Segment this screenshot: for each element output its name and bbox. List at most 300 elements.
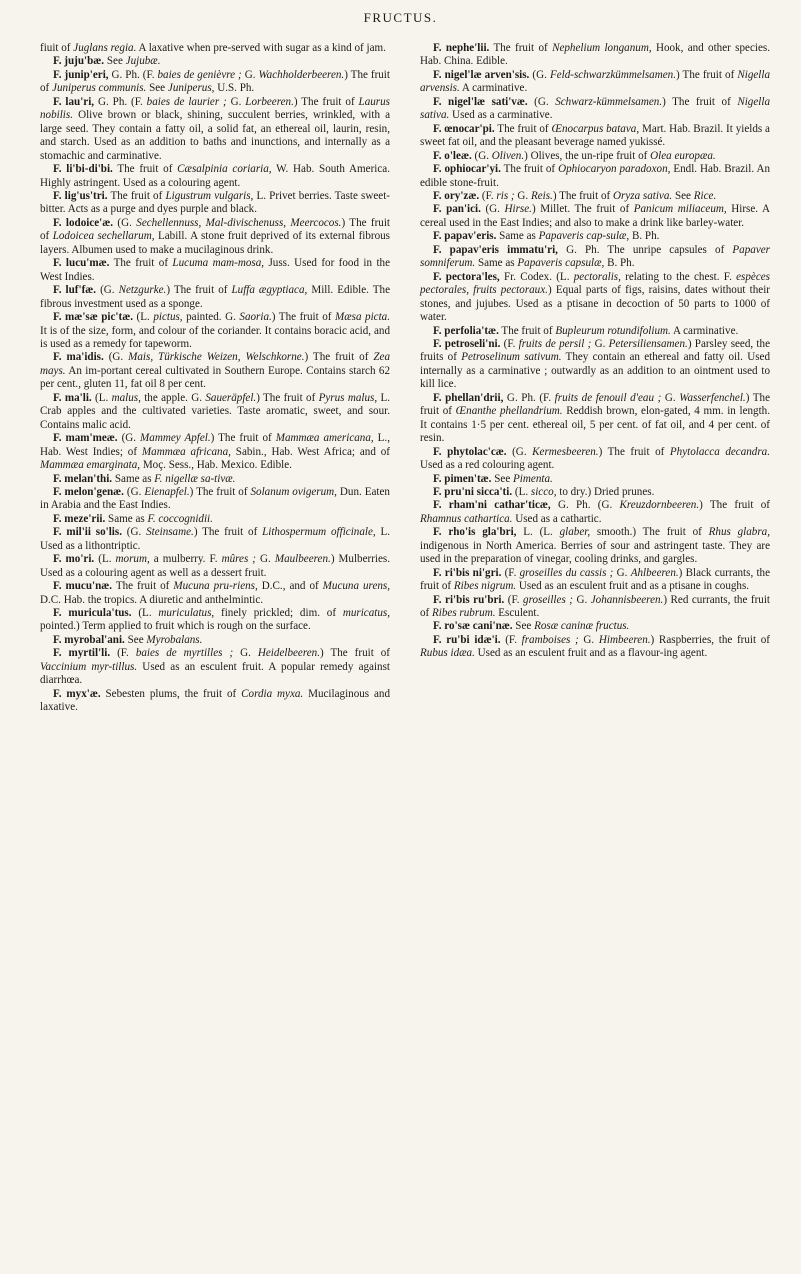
italic-term: Hirse. <box>504 203 532 216</box>
definition-text: painted. G. <box>182 311 240 324</box>
italic-term: Lorbeeren. <box>245 95 294 108</box>
italic-term: framboises ; <box>521 633 579 646</box>
italic-term: Cordia myxa. <box>241 687 304 700</box>
entry-headword: F. lucu'mæ. <box>53 257 110 270</box>
dictionary-entry <box>420 271 770 325</box>
dictionary-entry <box>420 230 770 243</box>
definition-text: ) The fruit of <box>293 95 359 108</box>
dictionary-entry <box>40 634 390 647</box>
dictionary-entry <box>420 620 770 633</box>
definition-text: to dry.) Dried prunes. <box>556 485 655 498</box>
italic-term: pectoralis, <box>573 270 621 283</box>
italic-term: Mammæa africana, <box>141 445 231 458</box>
italic-term: Mais, Türkische Weizen, Welschkorne. <box>128 351 305 364</box>
dictionary-entry <box>40 688 390 715</box>
entry-headword: F. nigel'læ arven'sis. <box>433 68 530 81</box>
italic-term: Sechellennuss, Mal-divischenuss, Meercocos. <box>136 216 342 229</box>
italic-term: Zea mays. <box>40 351 390 377</box>
italic-term: F. nigellæ sa-tivæ. <box>154 472 236 485</box>
entry-headword: F. pru'ni sicca'ti. <box>433 485 513 498</box>
dictionary-entry <box>40 69 390 96</box>
italic-term: groseilles ; <box>523 593 573 606</box>
entry-headword: F. œnocar'pi. <box>433 122 495 135</box>
dictionary-entry <box>40 473 390 486</box>
definition-text: ) The fruit of <box>552 189 614 202</box>
italic-term: groseilles du cassis ; <box>519 566 614 579</box>
italic-term: Mæsa picta. <box>335 311 390 324</box>
dictionary-entry <box>40 42 390 55</box>
italic-term: Netzgurke. <box>118 284 167 297</box>
definition-text: (G. <box>123 485 145 498</box>
entry-headword: F. juju'bæ. <box>53 55 105 68</box>
definition-text: A carminative. <box>670 324 739 337</box>
italic-term: Wachholderbeeren. <box>258 68 345 81</box>
definition-text: B. Ph. <box>604 257 635 270</box>
italic-term: Maulbeeren. <box>274 553 331 566</box>
dictionary-entry <box>420 150 770 163</box>
italic-term: Oliven. <box>491 149 525 162</box>
definition-text: ) Black currants, the fruit of <box>420 566 771 593</box>
definition-text: (L. <box>133 311 154 324</box>
dictionary-entry <box>40 311 390 351</box>
entry-headword: F. nigel'læ sati'væ. <box>433 95 528 108</box>
dictionary-entry <box>40 163 390 190</box>
italic-term: Ribes rubrum. <box>432 607 496 620</box>
definition-text: ) The fruit of <box>189 485 251 498</box>
definition-text: Reddish brown, elon-gated, 4 mm. in length. It contains 1·5 per cent. ethereal oil, 5 per cent. of fat oil, and 4 per cent. of resin. <box>420 405 770 445</box>
definition-text: (L. <box>131 607 159 620</box>
italic-term: malus, <box>111 391 141 404</box>
italic-term: Nigella arvensis. <box>420 68 771 95</box>
dictionary-entry <box>420 486 770 499</box>
dictionary-entry <box>40 257 390 284</box>
definition-text: U.S. Ph. <box>214 82 255 95</box>
italic-term: Rosæ caninæ fructus. <box>534 620 630 633</box>
entry-headword: F. ophiocar'yi. <box>433 163 501 176</box>
definition-text: Used as an esculent fruit and as a ptisane in coughs. <box>516 580 750 593</box>
dictionary-entry <box>40 392 390 432</box>
definition-text: An im-portant cereal cultivated in Southern Europe. Contains starch 62 per cent., gluten 11, fat oil 8 per cent. <box>40 364 390 391</box>
italic-term: Mammæa emarginata, <box>40 459 141 472</box>
entry-headword: F. myrobal'ani. <box>53 633 125 646</box>
dictionary-entry <box>420 190 770 203</box>
entry-headword: F. ri'bis ni'gri. <box>433 566 502 579</box>
italic-term: morum, <box>115 553 150 566</box>
italic-term: Feld-schwarzkümmelsamen. <box>549 68 676 81</box>
entry-headword: F. ro'sæ cani'næ. <box>433 620 513 633</box>
entry-headword: F. pimen'tæ. <box>433 472 492 485</box>
definition-text: The fruit of <box>489 42 553 54</box>
definition-text: ) Red currants, the fruit of <box>420 593 770 620</box>
italic-term: Papaveris capsulæ, <box>517 257 605 270</box>
dictionary-entry <box>420 473 770 486</box>
italic-term: sicco, <box>530 485 557 498</box>
definition-text: L. Crab apples and the cultivated varieties. Taste aromatic, sweet, and sour. Contains malic acid. <box>40 391 390 431</box>
definition-text: A carminative. <box>459 82 528 95</box>
italic-term: glaber, <box>559 526 591 539</box>
dictionary-entry <box>40 607 390 634</box>
definition-text: See <box>124 633 147 646</box>
italic-term: Reis. <box>530 189 553 202</box>
definition-text: See <box>104 55 126 68</box>
definition-text: ) Equal parts of figs, raisins, dates without their stones, and jujubes. Used as a ptisane in decoction of 50 parts to 1000 of water. <box>420 284 771 324</box>
entry-headword: F. nephe'lii. <box>433 42 490 54</box>
definition-text: Used as a carminative. <box>449 109 553 122</box>
italic-term: Rhamnus cathartica. <box>420 512 513 525</box>
definition-text: (G. <box>121 526 147 539</box>
entry-headword: F. ru'bi idæ'i. <box>433 633 501 646</box>
dictionary-entry <box>420 42 770 69</box>
entry-headword: F. mil'ii so'lis. <box>53 526 122 539</box>
italic-term: muricatus, <box>342 607 390 620</box>
entry-headword: F. lau'ri, <box>53 95 95 108</box>
italic-term: baies de myrtilles ; <box>135 647 234 660</box>
entry-headword: F. papav'eris immatu'ri, <box>433 243 558 256</box>
definition-text: Sebesten plums, the fruit of <box>100 687 242 700</box>
definition-text: Sabin., Hab. West Africa; and of <box>230 445 390 458</box>
italic-term: Kermesbeeren. <box>532 445 599 458</box>
italic-term: Bupleurum rotundifolium. <box>555 324 671 337</box>
definition-text: (G. <box>117 432 141 445</box>
italic-term: Petersiliensamen. <box>608 337 688 350</box>
italic-term: Lodoicea sechellarum, <box>52 230 155 243</box>
definition-text: See <box>146 82 168 95</box>
italic-term: Pimenta. <box>513 472 553 485</box>
definition-text: ) Raspberries, the fruit of <box>650 633 771 646</box>
entry-headword: F. mo'ri. <box>53 553 95 566</box>
definition-text: indigenous in North America. Berries of sour and astringent taste. They are used in the preparation of vinegar, cooling drinks, and gargles. <box>420 539 770 566</box>
dictionary-entry <box>40 526 390 553</box>
dictionary-entry <box>40 351 390 391</box>
italic-term: Oryza sativa. <box>613 189 673 202</box>
definition-text: (F. <box>110 647 136 660</box>
definition-text: Mucilaginous and laxative. <box>40 687 391 714</box>
definition-text: It is of the size, form, and colour of the coriander. It contains boracic acid, and is used as a remedy for tapeworm. <box>40 324 390 350</box>
italic-term: Mammæa americana, <box>275 432 374 445</box>
definition-text: smooth.) The fruit of <box>590 526 709 539</box>
definition-text: D.C., and of <box>257 580 323 593</box>
entry-headword: F. li'bi-di'bi. <box>53 163 113 176</box>
italic-term: Lucuma mam-mosa, <box>172 257 265 270</box>
definition-text: Mill. Edible. The fibrous investment used as a sponge. <box>40 284 391 310</box>
dictionary-entry <box>420 526 770 566</box>
definition-text: G. Ph. The unripe capsules of <box>557 243 733 256</box>
italic-term: Œnanthe phellandrium. <box>455 405 563 418</box>
entry-headword: F. mam'meæ. <box>53 432 118 445</box>
italic-term: Luffa ægyptiaca, <box>231 284 308 297</box>
dictionary-entry <box>420 244 770 271</box>
dictionary-entry <box>40 284 390 311</box>
italic-term: muriculatus, <box>158 607 215 620</box>
dictionary-entry <box>420 69 770 96</box>
italic-term: Laurus nobilis. <box>40 95 390 122</box>
dictionary-entry <box>40 553 390 580</box>
definition-text: The fruit of <box>112 163 178 176</box>
definition-text: G. Ph. (F. <box>94 95 147 108</box>
definition-text: G. Ph. (G. <box>550 499 620 512</box>
definition-text: Same as <box>475 257 518 270</box>
definition-text: Fr. Codex. (L. <box>499 270 574 283</box>
definition-text: (G. <box>96 284 119 297</box>
italic-term: Mucuna urens, <box>322 580 391 593</box>
entry-headword: F. lodoice'æ. <box>53 216 114 229</box>
italic-term: Juglans regia. <box>73 42 137 54</box>
entry-headword: F. mæ'sæ pic'tæ. <box>53 311 133 324</box>
definition-text: (F. <box>501 566 520 579</box>
entry-headword: F. ma'li. <box>53 391 92 404</box>
definition-text: G. Ph. (F. <box>503 391 555 404</box>
entry-headword: F. muricula'tus. <box>53 607 132 620</box>
definition-text: L. Privet berries. Taste sweet-bitter. Acts as a purge and dyes purple and black. <box>40 189 390 216</box>
entry-headword: F. melan'thi. <box>53 472 113 485</box>
entry-headword: F. luf'fæ. <box>53 284 97 297</box>
definition-text: ) Mulberries. Used as a colouring agent as well as a dessert fruit. <box>40 553 390 579</box>
entry-headword: F. ma'idis. <box>53 351 104 364</box>
italic-term: Mucuna pru-riens, <box>173 580 258 593</box>
entry-headword: F. myrtil'li. <box>53 647 111 660</box>
definition-text: The fruit of <box>498 324 556 337</box>
definition-text: Same as <box>496 230 539 243</box>
dictionary-entry <box>420 392 770 446</box>
definition-text: (G. <box>113 216 137 229</box>
definition-text: A laxative when pre-served with sugar as a kind of jam. <box>136 42 386 54</box>
entry-headword: F. petroseli'ni. <box>433 337 501 350</box>
page-header: FRUCTUS. <box>363 10 438 25</box>
italic-term: Vaccinium myr-tillus. <box>40 660 138 673</box>
definition-text: See <box>491 472 514 485</box>
definition-text: D.C. Hab. the tropics. A diuretic and anthelmintic. <box>40 593 264 606</box>
definition-text: They contain an ethereal and fatty oil. Used internally as a carminative ; outwardly as an addition to an ointment used to kill lice. <box>420 351 770 391</box>
italic-term: Kreuzdornbeeren. <box>619 499 700 512</box>
entry-headword: F. rho'is gla'bri, <box>433 526 517 539</box>
dictionary-entry <box>40 217 390 257</box>
dictionary-entry <box>420 203 770 230</box>
definition-text: ) The fruit of <box>271 311 335 324</box>
italic-term: Juniperus, <box>167 82 215 95</box>
italic-term: Saoria. <box>239 311 272 324</box>
definition-text: W. Hab. South America. Highly astringent. Used as a colouring agent. <box>40 163 391 189</box>
definition-text: ) The fruit of <box>662 95 738 108</box>
definition-text: Moç. Sess., Hab. Mexico. Edible. <box>140 459 292 472</box>
entry-headword: F. mucu'næ. <box>53 580 113 593</box>
italic-term: Ribes nigrum. <box>453 580 517 593</box>
definition-text: G. <box>613 566 631 579</box>
italic-term: Panicum miliaceum, <box>633 203 727 216</box>
definition-text: G. <box>514 189 531 202</box>
definition-text: G. Ph. (F. <box>108 68 158 81</box>
italic-term: baies de laurier ; <box>146 95 227 108</box>
italic-term: Ahlbeeren. <box>630 566 679 579</box>
definition-text: (F. <box>500 337 519 350</box>
definition-text: Juss. Used for food in the West Indies. <box>40 257 391 283</box>
entry-headword: F. rham'ni cathar'ticæ, <box>433 499 551 512</box>
italic-term: fruits de persil ; <box>518 337 592 350</box>
definition-text: (L. <box>91 391 112 404</box>
definition-text: ) The fruit of <box>166 284 232 297</box>
italic-term: Myrobalans. <box>146 633 203 646</box>
dictionary-entry <box>40 190 390 217</box>
definition-text: ) The fruit of <box>193 526 263 539</box>
definition-text: ) The fruit of <box>598 445 670 458</box>
definition-text: Used as a cathartic. <box>512 512 602 525</box>
definition-text: Hook, and other species. Hab. China. Edible. <box>420 42 770 68</box>
italic-term: Mammey Apfel. <box>140 432 211 445</box>
italic-term: espèces pectorales, fruits pectoraux. <box>420 270 770 297</box>
dictionary-entry <box>40 580 390 607</box>
italic-term: baies de genièvre ; <box>157 68 242 81</box>
italic-term: Schwarz-kümmelsamen. <box>555 95 663 108</box>
definition-text: (G. <box>529 68 550 81</box>
italic-term: Rhus glabra, <box>708 526 770 539</box>
italic-term: Papaveris cap-sulæ, <box>538 230 630 243</box>
definition-text: (F. <box>504 593 524 606</box>
italic-term: Petroselinum sativum. <box>461 351 562 364</box>
definition-text: a mulberry. F. <box>149 553 222 566</box>
definition-text: See <box>672 189 694 202</box>
definition-text: (F. <box>479 189 497 202</box>
dictionary-entry <box>420 594 770 621</box>
italic-term: Œnocarpus batava, <box>551 122 640 135</box>
definition-text: Used as a red colouring agent. <box>420 459 555 472</box>
definition-text: (G. <box>471 149 492 162</box>
dictionary-entry <box>420 499 770 526</box>
definition-text: (G. <box>103 351 129 364</box>
definition-text: Mart. Hab. Brazil. It yields a sweet fat oil, and the pleasant beverage named yukissé. <box>420 122 770 149</box>
definition-text: The fruit of <box>494 122 552 135</box>
definition-text: G. <box>591 337 609 350</box>
dictionary-entry <box>420 96 770 123</box>
italic-term: pictus, <box>153 311 183 324</box>
entry-headword: F. pectora'les, <box>433 270 500 283</box>
italic-term: Pyrus malus, <box>318 391 378 404</box>
italic-term: Saueräpfel. <box>205 391 257 404</box>
italic-term: Cæsalpinia coriaria, <box>177 163 272 176</box>
definition-text: pointed.) Term applied to fruit which is rough on the surface. <box>40 620 311 633</box>
italic-term: Solanum ovigerum, <box>250 485 337 498</box>
definition-text: See <box>512 620 535 633</box>
definition-text: ) The fruit of <box>40 216 391 243</box>
definition-text: G. <box>578 633 599 646</box>
definition-text: fiuit of <box>40 42 74 54</box>
dictionary-entry <box>420 634 770 661</box>
definition-text: G. <box>256 553 275 566</box>
definition-text: Labill. A stone fruit deprived of its external fibrous layers. Albumen used to make a mucilaginous drink. <box>40 230 390 256</box>
italic-term: Juniperus communis. <box>52 82 147 95</box>
italic-term: Wasserfenchel. <box>679 391 746 404</box>
definition-text: ) The fruit of <box>320 647 390 660</box>
italic-term: Ophiocaryon paradoxon, <box>558 163 671 176</box>
definition-text: Same as <box>112 472 155 485</box>
definition-text: relating to the chest. F. <box>620 270 737 283</box>
definition-text: ) The fruit of <box>675 68 738 81</box>
dictionary-entry <box>40 647 390 687</box>
italic-term: ris ; <box>496 189 515 202</box>
dictionary-entry <box>40 55 390 68</box>
entry-headword: F. ory'zæ. <box>433 189 480 202</box>
dictionary-entry <box>40 432 390 472</box>
italic-term: mûres ; <box>221 553 256 566</box>
definition-text: (L. <box>512 485 531 498</box>
definition-text: (F. <box>500 633 522 646</box>
dictionary-entry <box>40 96 390 163</box>
definition-text: the apple. G. <box>140 391 206 404</box>
definition-text: Hirse. A cereal used in the East Indies; and also to make a drink like barley-water. <box>420 203 770 229</box>
definition-text: Used as an esculent fruit. A popular remedy against diarrhœa. <box>40 660 390 687</box>
dictionary-entry <box>40 486 390 513</box>
italic-term: Johannisbeeren. <box>590 593 664 606</box>
dictionary-entry <box>420 325 770 338</box>
definition-text: (L. <box>94 553 116 566</box>
definition-text: ) The fruit of <box>420 391 770 418</box>
definition-text: The fruit of <box>107 189 166 202</box>
definition-text: ) Millet. The fruit of <box>531 203 634 216</box>
entry-headword: F. ri'bis ru'bri. <box>433 593 505 606</box>
definition-text: ) Parsley seed, the fruits of <box>420 337 770 364</box>
entry-headword: F. papav'eris. <box>433 230 497 243</box>
entry-headword: F. lig'us'tri. <box>53 189 108 202</box>
definition-text: (G. <box>506 445 533 458</box>
dictionary-entry <box>40 513 390 526</box>
italic-term: Ligustrum vulgaris, <box>165 189 254 202</box>
definition-text: ) Olives, the un-ripe fruit of <box>524 149 651 162</box>
italic-term: Eienapfel. <box>144 485 190 498</box>
definition-text: G. <box>226 95 246 108</box>
italic-term: Papaver somniferum. <box>420 243 770 270</box>
entry-headword: F. o'leæ. <box>433 149 472 162</box>
italic-term: Phytolacca decandra. <box>669 445 770 458</box>
definition-text: G. <box>241 68 259 81</box>
definition-text: B. Ph. <box>629 230 660 243</box>
entry-headword: F. junip'eri, <box>53 68 109 81</box>
dictionary-entry <box>420 338 770 392</box>
definition-text: ) The fruit of <box>304 351 374 364</box>
dictionary-entry <box>420 567 770 594</box>
definition-text: ) The fruit of <box>40 68 390 95</box>
definition-text: Olive brown or black, shining, succulent berries, wrinkled, with a large seed. They contain a fatty oil, a solid fat, an ethereal oil, laurin, resin, and starch. Used as an addition to baths and inunctions, and internally as a stomachic and carminative. <box>40 109 390 162</box>
italic-term: Olea europæa. <box>650 149 716 162</box>
italic-term: Nigella sativa. <box>420 95 770 122</box>
definition-text: ) The fruit of <box>256 391 319 404</box>
definition-text: G. <box>661 391 680 404</box>
entry-headword: F. meze'rii. <box>53 512 106 525</box>
definition-text: L., Hab. West Indies; of <box>40 432 390 458</box>
italic-term: Lithospermum officinale, <box>262 526 376 539</box>
definition-text: (G. <box>527 95 556 108</box>
right-column <box>420 42 770 661</box>
italic-term: F. coccognidii. <box>147 512 213 525</box>
entry-headword: F. myx'æ. <box>53 687 101 700</box>
entry-headword: F. perfolia'tæ. <box>433 324 499 337</box>
left-column <box>40 42 390 715</box>
definition-text: G. <box>572 593 591 606</box>
definition-text: finely prickled; dim. of <box>214 607 343 620</box>
definition-text: Dun. Eaten in Arabia and the East Indies. <box>40 485 390 512</box>
entry-headword: F. melon'genæ. <box>53 485 124 498</box>
definition-text: (G. <box>480 203 505 216</box>
dictionary-entry <box>420 123 770 150</box>
italic-term: Steinsame. <box>146 526 194 539</box>
definition-text: L. (L. <box>516 526 560 539</box>
entry-headword: F. pan'ici. <box>433 203 481 216</box>
definition-text: G. <box>233 647 258 660</box>
italic-term: fruits de fenouil d'eau ; <box>554 391 662 404</box>
italic-term: Nephelium longanum, <box>552 42 652 54</box>
definition-text: Endl. Hab. Brazil. An edible stone-fruit. <box>420 163 771 189</box>
entry-headword: F. phytolac'cæ. <box>433 445 507 458</box>
definition-text: ) The fruit of <box>210 432 276 445</box>
italic-term: Rice. <box>693 189 717 202</box>
dictionary-entry <box>420 446 770 473</box>
